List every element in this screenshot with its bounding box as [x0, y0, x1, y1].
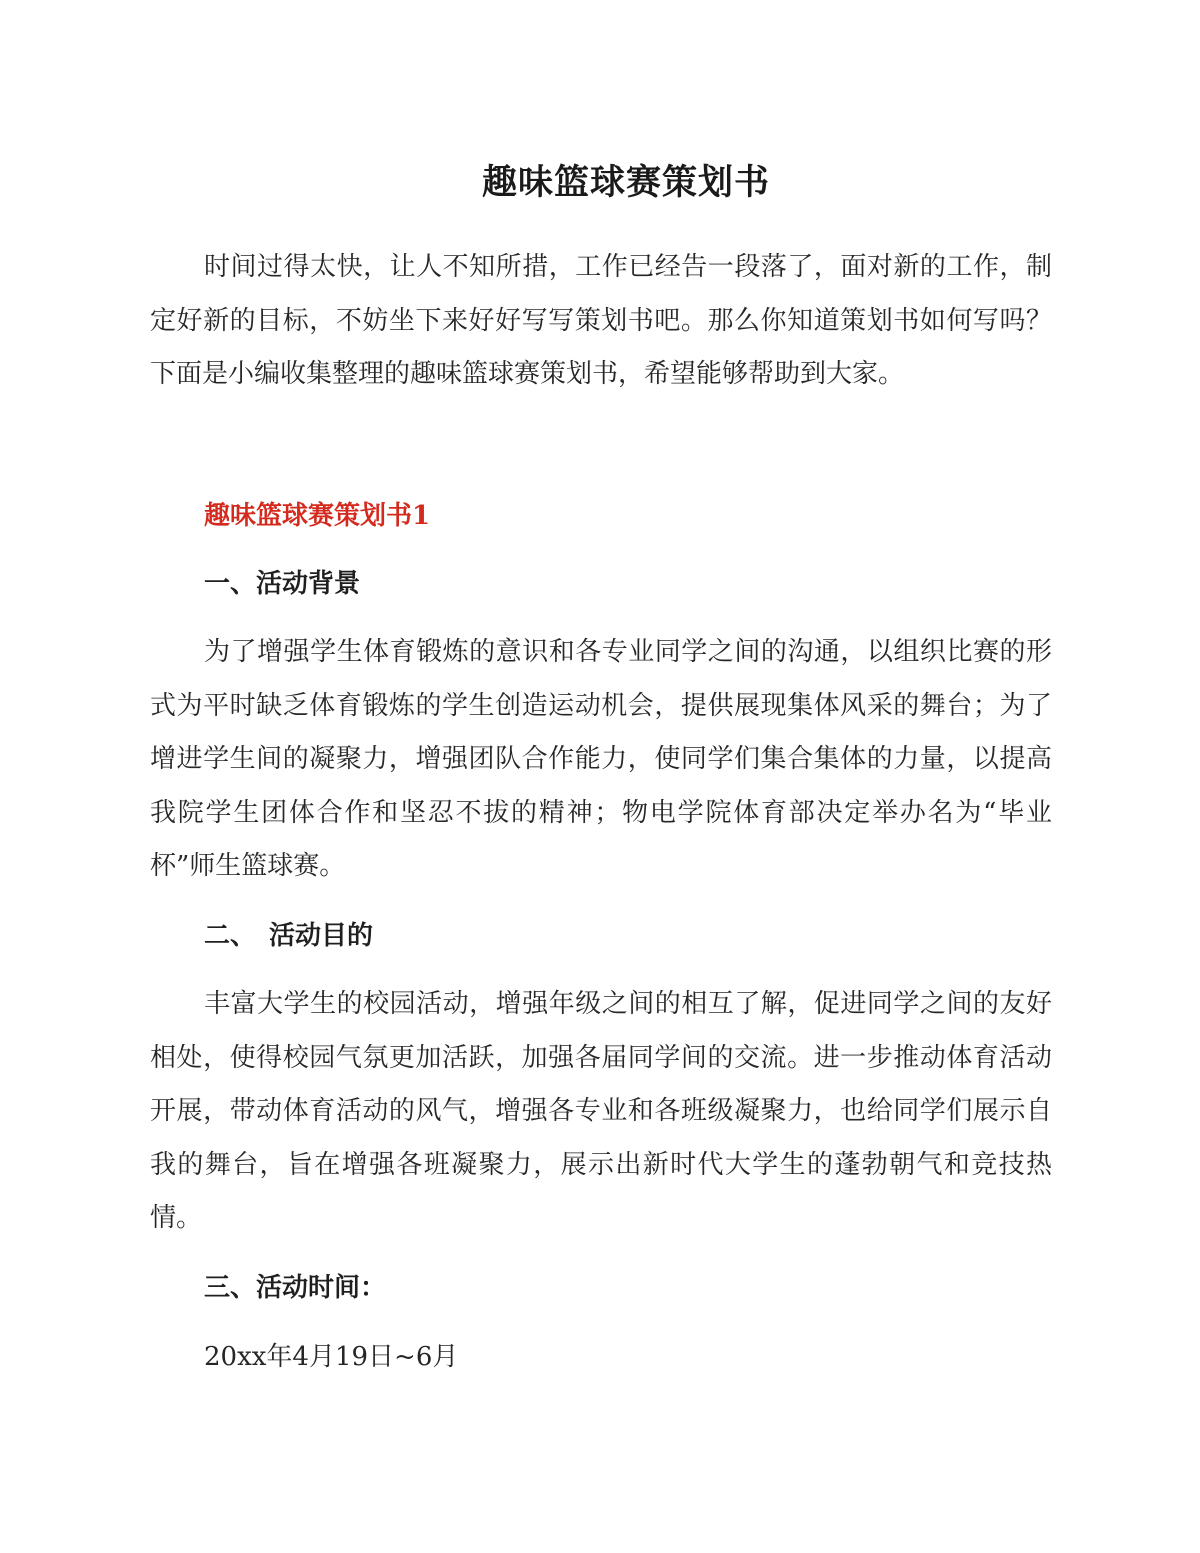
- intro-paragraph: 时间过得太快，让人不知所措，工作已经告一段落了，面对新的工作，制定好新的目标，不妨坐下来好好写写策划书吧。那么你知道策划书如何写吗？下面是小编收集整理的趣味篮球赛策划书，希望能够帮助到大家。: [150, 252, 1052, 389]
- purpose-paragraph: 丰富大学生的校园活动，增强年级之间的相互了解，促进同学之间的友好相处，使得校园气氛更加活跃，加强各届同学间的交流。进一步推动体育活动开展，带动体育活动的风气，增强各专业和各班级凝聚力，也给同学们展示自我的舞台，旨在增强各班凝聚力，展示出新时代大学生的蓬勃朝气和竞技热情。: [150, 989, 1052, 1233]
- heading-background: 一、活动背景: [204, 569, 361, 599]
- background-paragraph: 为了增强学生体育锻炼的意识和各专业同学之间的沟通，以组织比赛的形式为平时缺乏体育锻炼的学生创造运动机会，提供展现集体风采的舞台；为了增进学生间的凝聚力，增强团队合作能力，使同学们集合集体的力量，以提高我院学生团体合作和坚忍不拔的精神；物电学院体育部决定举办名为“毕业杯”师生篮球赛。: [150, 637, 1052, 881]
- activity-time-value: 20xx年4月19日~6月: [204, 1342, 459, 1372]
- heading-time: 三、活动时间：: [204, 1273, 387, 1303]
- document-title: 趣味篮球赛策划书: [481, 163, 770, 203]
- section-title: 趣味篮球赛策划书1: [204, 501, 431, 531]
- heading-purpose: 二、 活动目的: [204, 921, 374, 951]
